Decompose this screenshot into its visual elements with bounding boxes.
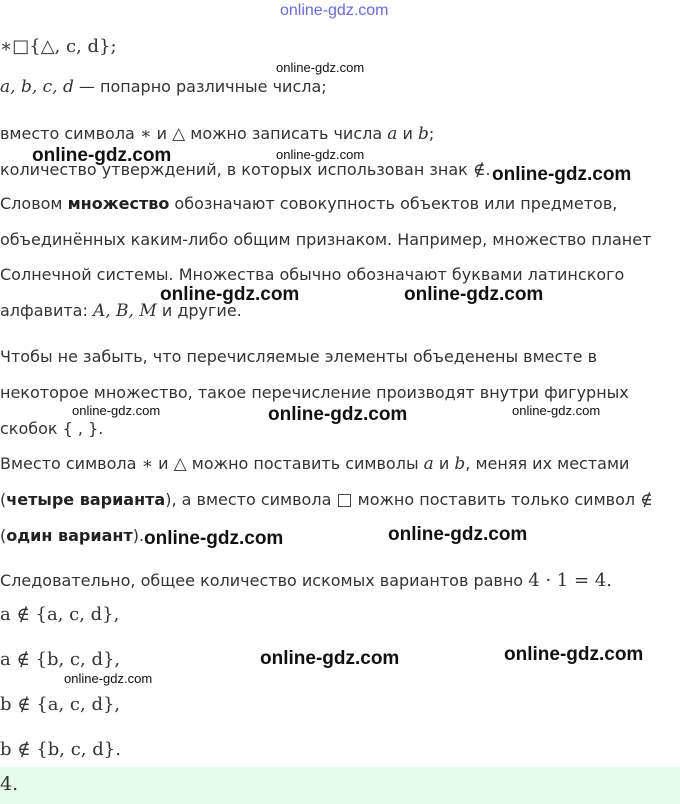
theory-text-2: обозначают совокупность объектов или предметов, [169, 194, 618, 213]
conclusion-line [0, 571, 612, 591]
watermark: online-gdz.com [504, 644, 644, 665]
result-4: b ∉ {b, c, d}. [0, 739, 121, 760]
answer-box [0, 767, 680, 804]
result-2: a ∉ {b, c, d}, [0, 649, 121, 670]
solution-text-4: и [433, 454, 455, 473]
four-variants: четыре варианта [6, 490, 166, 509]
task-given [0, 77, 327, 97]
watermark: online-gdz.com [388, 524, 528, 545]
solution-text-7: ), а вместо символа [165, 490, 337, 509]
count-text-2: . [485, 160, 491, 179]
theory-text-1: Словом [0, 194, 68, 213]
solution-text-2: и [153, 454, 174, 473]
var-a-2: a [423, 454, 434, 474]
braces-line-3: скобок { , }. [0, 419, 104, 438]
conclusion-text: Следовательно, общее количество искомых вариантов равно [0, 571, 529, 590]
task-replace [0, 124, 434, 144]
solution-text-10: ). [132, 526, 145, 545]
given-text: — попарно различные числа; [73, 77, 327, 96]
square-symbol: □ [336, 490, 353, 510]
count-text-1: количество утверждений, в которых использован знак [0, 160, 473, 179]
answer-value: 4. [0, 773, 19, 795]
watermark: online-gdz.com [492, 164, 632, 185]
var-b-2: b [454, 454, 466, 474]
replace-text-1: вместо символа [0, 124, 140, 143]
solution-line-3 [0, 526, 144, 546]
watermark: online-gdz.com [260, 648, 400, 669]
conclusion-math: 4 · 1 = 4. [528, 570, 612, 591]
watermark: online-gdz.com [32, 145, 172, 166]
braces-line-1: Чтобы не забыть, что перечисляемые элементы объеденены вместе в [0, 347, 597, 366]
theory-line-3: Солнечной системы. Множества обычно обозначают буквами латинского [0, 265, 625, 284]
triangle-symbol: △ [172, 124, 186, 144]
task-pattern: ∗□{△, c, d}; [0, 36, 117, 57]
solution-text-5: , меняя их местами [465, 454, 630, 473]
theory-text-4: и другие. [156, 301, 242, 320]
not-in-symbol: ∉ [472, 160, 486, 180]
solution-line-1 [0, 454, 629, 474]
solution-text-8: можно поставить только символ [352, 490, 641, 509]
one-variant: один вариант [6, 526, 133, 545]
given-math: a, b, c, d [0, 77, 74, 97]
watermark: online-gdz.com [268, 404, 408, 425]
solution-text-9: ( [0, 526, 7, 545]
var-a: a [387, 124, 398, 144]
replace-text-2: и [151, 124, 173, 143]
triangle-symbol-2: △ [173, 454, 187, 474]
watermark: online-gdz.com [512, 403, 601, 418]
theory-line-2: объединённых каким-либо общим признаком. Например, множество планет [0, 230, 652, 249]
watermark: online-gdz.com [144, 528, 284, 549]
solution-line-2 [0, 490, 653, 510]
result-1: a ∉ {a, c, d}, [0, 604, 120, 625]
watermark: online-gdz.com [404, 284, 544, 305]
theory-text-3: алфавита: [0, 301, 93, 320]
solution-text-3: можно поставить символы [186, 454, 424, 473]
solution-text-6: ( [0, 490, 7, 509]
replace-text-4: и [397, 124, 418, 143]
watermark: online-gdz.com [276, 147, 365, 162]
solution-text-1: Вместо символа [0, 454, 142, 473]
watermark: online-gdz.com [276, 60, 365, 75]
site-watermark-top: online-gdz.com [280, 2, 389, 19]
braces-line-2: некоторое множество, такое перечисление производят внутри фигурных [0, 383, 629, 402]
watermark: online-gdz.com [160, 284, 300, 305]
watermark: online-gdz.com [64, 671, 153, 686]
var-b: b [417, 124, 429, 144]
term-set: множество [67, 194, 170, 213]
theory-line-1 [0, 194, 617, 214]
watermark: online-gdz.com [72, 403, 161, 418]
set-letters: A, B, M [92, 301, 157, 321]
result-3: b ∉ {a, c, d}, [0, 694, 121, 715]
not-in-symbol-2: ∉ [640, 490, 653, 510]
star-symbol: ∗ [139, 124, 152, 144]
replace-text-5: ; [428, 124, 435, 143]
star-symbol-2: ∗ [141, 454, 154, 474]
replace-text-3: можно записать числа [185, 124, 388, 143]
